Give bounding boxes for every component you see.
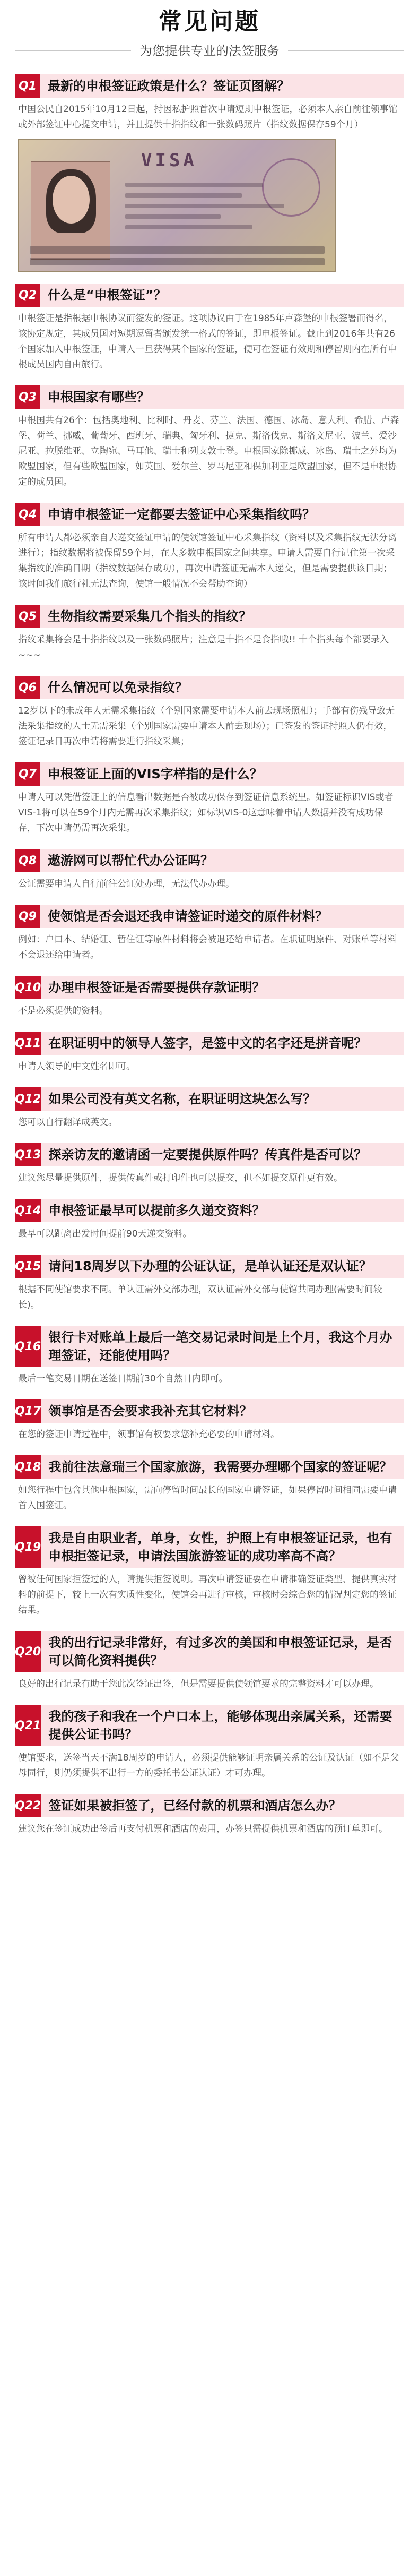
question-text: 我是自由职业者，单身，女性，护照上有申根签证记录，也有申根拒签记录，申请法国旅游签证的成功率高不高？ bbox=[41, 1526, 404, 1568]
question-text: 申根签证上面的VIS字样指的是什么？ bbox=[40, 762, 404, 786]
faq-list bbox=[15, 74, 404, 1838]
answer-text: 如您行程中包含其他申根国家，需向停留时间最长的国家申请签证，如果停留时间相同需要申请首入国签证。 bbox=[18, 1485, 397, 1511]
page-subtitle: 为您提供专业的法签服务 bbox=[131, 39, 288, 63]
faq-item bbox=[15, 605, 404, 664]
question-number-badge bbox=[15, 74, 40, 98]
question-bar bbox=[15, 1143, 404, 1166]
question-bar bbox=[15, 1794, 404, 1817]
question-number: Q11 bbox=[15, 1036, 41, 1050]
answer-text: 申请人领导的中文姓名即可。 bbox=[18, 1061, 135, 1072]
question-text: 什么是“申根签证”？ bbox=[40, 284, 404, 307]
mrz-line bbox=[30, 246, 325, 254]
faq-item bbox=[15, 1143, 404, 1187]
question-number: Q17 bbox=[15, 1404, 41, 1418]
question-bar bbox=[15, 284, 404, 307]
question-number-badge bbox=[15, 976, 41, 999]
faq-item bbox=[15, 1326, 404, 1388]
faq-item bbox=[15, 676, 404, 751]
question-number: Q18 bbox=[15, 1460, 41, 1474]
applicant-photo bbox=[31, 161, 110, 260]
question-number-badge bbox=[15, 503, 40, 526]
question-text: 签证如果被拒签了，已经付款的机票和酒店怎么办？ bbox=[41, 1794, 404, 1817]
question-number-badge bbox=[15, 1326, 41, 1367]
visa-label: VISA bbox=[141, 150, 197, 171]
answer-text: 建议您尽量提供原件，提供传真件或打印件也可以提交，但不如提交原件更有效。 bbox=[18, 1173, 343, 1183]
subtitle-row bbox=[15, 39, 404, 63]
question-bar bbox=[15, 1526, 404, 1568]
question-text: 我的孩子和我在一个户口本上，能够体现出亲属关系，还需要提供公证书吗？ bbox=[41, 1705, 404, 1746]
question-number-badge bbox=[15, 1199, 41, 1222]
question-bar bbox=[15, 1399, 404, 1423]
faq-item bbox=[15, 762, 404, 837]
question-bar bbox=[15, 1032, 404, 1055]
answer-text: 申请人可以凭借签证上的信息看出数据是否被成功保存到签证信息系统里。如签证标识VIS或者VIS-1将可以在59个月内无需再次采集指纹；如标识VIS-0这意味着申请人数据并没有成功保存，下次申请仍需再次采集。 bbox=[18, 792, 394, 834]
question-bar bbox=[15, 1705, 404, 1746]
question-number: Q1 bbox=[18, 79, 37, 93]
faq-item bbox=[15, 905, 404, 964]
answer-text: 最后一笔交易日期在送签日期前30个自然日内即可。 bbox=[18, 1373, 228, 1384]
faq-item bbox=[15, 1199, 404, 1243]
question-bar bbox=[15, 1631, 404, 1672]
question-text: 最新的申根签证政策是什么？签证页图解？ bbox=[40, 74, 404, 98]
question-number: Q7 bbox=[18, 767, 37, 781]
answer-text: 曾被任何国家拒签过的人，请提供拒签说明。再次申请签证要在申请准确签证类型、提供真实材料的前提下，较上一次有实质性变化，使馆会再进行审核，审核时会综合您的情况判定您的签证结果。 bbox=[18, 1574, 397, 1616]
faq-item bbox=[15, 1087, 404, 1131]
question-number-badge bbox=[15, 284, 40, 307]
answer-text: 公证需要申请人自行前往公证处办理，无法代办办理。 bbox=[18, 879, 234, 889]
faq-item bbox=[15, 284, 404, 374]
question-number: Q14 bbox=[15, 1204, 41, 1217]
question-number: Q21 bbox=[15, 1719, 41, 1732]
question-number: Q12 bbox=[15, 1092, 41, 1106]
question-bar bbox=[15, 503, 404, 526]
question-number: Q10 bbox=[15, 981, 41, 994]
question-bar bbox=[15, 1455, 404, 1479]
question-text: 我前往法意瑞三个国家旅游，我需要办理哪个国家的签证呢？ bbox=[41, 1455, 404, 1479]
page-title: 常见问题 bbox=[159, 8, 260, 35]
question-text: 什么情况可以免录指纹？ bbox=[40, 676, 404, 699]
question-number: Q19 bbox=[15, 1540, 41, 1554]
answer-text: 最早可以距离出发时间提前90天递交资料。 bbox=[18, 1229, 192, 1239]
question-number: Q15 bbox=[15, 1259, 41, 1273]
question-number: Q8 bbox=[18, 854, 37, 868]
faq-item bbox=[15, 503, 404, 593]
question-text: 领事馆是否会要求我补充其它材料？ bbox=[41, 1399, 404, 1423]
question-number-badge bbox=[15, 1705, 41, 1746]
answer-text: 12岁以下的未成年人无需采集指纹（个别国家需要申请本人前去现场照相）；手部有伤残导致无法采集指纹的人士无需采集（个别国家需要申请本人前去现场）；已签发的签证持照人仍有效，签证记录日再次申请将需要进行指纹采集； bbox=[18, 706, 395, 747]
question-number: Q6 bbox=[18, 681, 37, 694]
question-number: Q22 bbox=[15, 1799, 41, 1813]
answer-text: 您可以自行翻译成英文。 bbox=[18, 1117, 117, 1128]
faq-item bbox=[15, 1455, 404, 1515]
question-number-badge bbox=[15, 1143, 41, 1166]
answer-text: 指纹采集将会是十指指纹以及一张数码照片；注意是十指不是食指哦!! 十个指头每个都要录入~~~ bbox=[18, 634, 389, 660]
question-number-badge bbox=[15, 1399, 41, 1423]
visa-sample-image bbox=[18, 139, 336, 272]
question-number-badge bbox=[15, 1794, 41, 1817]
question-bar bbox=[15, 1255, 404, 1278]
question-number-badge bbox=[15, 1087, 41, 1111]
question-text: 探亲访友的邀请函一定要提供原件吗？传真件是否可以？ bbox=[41, 1143, 404, 1166]
answer-text: 在您的签证申请过程中，领事馆有权要求您补充必要的申请材料。 bbox=[18, 1429, 280, 1440]
faq-item bbox=[15, 1631, 404, 1693]
question-number: Q9 bbox=[18, 909, 37, 923]
question-bar bbox=[15, 905, 404, 928]
answer-text: 建议您在签证成功出签后再支付机票和酒店的费用，办签只需提供机票和酒店的预订单即可。 bbox=[18, 1824, 388, 1834]
question-number-badge bbox=[15, 676, 40, 699]
mrz-line bbox=[30, 258, 325, 265]
answer-text: 例如：户口本、结婚证、暂住证等原件材料将会被退还给申请者。在职证明原件、对账单等材料不会退还给申请者。 bbox=[18, 934, 397, 960]
faq-item bbox=[15, 1255, 404, 1314]
answer-text: 不是必须提供的资料。 bbox=[18, 1006, 108, 1016]
question-number: Q2 bbox=[18, 288, 37, 302]
question-text: 申根国家有哪些？ bbox=[40, 385, 404, 409]
question-bar bbox=[15, 676, 404, 699]
question-number: Q3 bbox=[18, 390, 37, 404]
faq-item bbox=[15, 74, 404, 272]
question-text: 银行卡对账单上最后一笔交易记录时间是上个月，我这个月办理签证，还能使用吗？ bbox=[41, 1326, 404, 1367]
question-text: 我的出行记录非常好，有过多次的美国和申根签证记录，是否可以简化资料提供？ bbox=[41, 1631, 404, 1672]
faq-item bbox=[15, 1032, 404, 1076]
question-bar bbox=[15, 74, 404, 98]
answer-text: 申根签证是指根据申根协议而签发的签证。这项协议由于在1985年卢森堡的申根签署而得名，该协定规定，其成员国对短期逗留者颁发统一格式的签证，即申根签证。截止到2016年共有26个国家加入申根签证，申请人一旦获得某个国家的签证，便可在签证有效期和停留期内在所有申根成员国内自由旅行。 bbox=[18, 313, 397, 370]
question-text: 使领馆是否会退还我申请签证时递交的原件材料？ bbox=[40, 905, 404, 928]
question-text: 申请申根签证一定都要去签证中心采集指纹吗？ bbox=[40, 503, 404, 526]
header bbox=[15, 0, 404, 63]
question-bar bbox=[15, 1199, 404, 1222]
question-number-badge bbox=[15, 1526, 41, 1568]
answer-text: 中国公民自2015年10月12日起，持因私护照首次申请短期申根签证，必须本人亲自前往领事馆或外部签证中心提交申请，并且提供十指指纹和一张数码照片（指纹数据保存59个月） bbox=[18, 104, 398, 130]
answer-text: 所有申请人都必须亲自去递交签证申请的使领馆签证中心采集指纹（资料以及采集指纹无法分离进行）；指纹数据将被保留59个月，在大多数申根国家之间共享。申请人需要自行记住第一次采集指纹的准确日期（指纹数据保存成功），再次申请签证无需本人递交，但是需要提供该日期；该时间我们旅行社无法查询，使馆一般情况不会帮助查询） bbox=[18, 533, 397, 589]
question-number: Q20 bbox=[15, 1645, 41, 1659]
faq-item bbox=[15, 849, 404, 893]
answer-text: 根据不同使馆要求不同。单认证需外交部办理，双认证需外交部与使馆共同办理(需要时间较长)。 bbox=[18, 1284, 382, 1310]
question-number-badge bbox=[15, 1455, 41, 1479]
answer-text: 使馆要求，送签当天不满18周岁的申请人，必须提供能够证明亲属关系的公证及认证（如不是父母同行，则仍须提供不出行一方的委托书公证认证）才可办理。 bbox=[18, 1753, 399, 1779]
question-bar bbox=[15, 849, 404, 872]
faq-item bbox=[15, 1705, 404, 1782]
question-bar bbox=[15, 976, 404, 999]
question-number-badge bbox=[15, 905, 40, 928]
faq-item bbox=[15, 1526, 404, 1619]
question-text: 遨游网可以帮忙代办公证吗？ bbox=[40, 849, 404, 872]
question-number-badge bbox=[15, 1631, 41, 1672]
question-number: Q16 bbox=[15, 1339, 41, 1353]
question-bar bbox=[15, 762, 404, 786]
answer-text: 申根国共有26个：包括奥地利、比利时、丹麦、芬兰、法国、德国、冰岛、意大利、希腊、卢森堡、荷兰、挪威、葡萄牙、西班牙、瑞典、匈牙利、捷克、斯洛伐克、斯洛文尼亚、波兰、爱沙尼亚、拉脱维亚、立陶宛、马耳他、瑞士和列支敦士登。申根国家除挪威、冰岛、瑞士之外均为欧盟国家，但有些欧盟国家，如英国、爱尔兰、罗马尼亚和保加利亚是欧盟国家，但不是申根协定的成员国。 bbox=[18, 415, 399, 487]
question-number: Q4 bbox=[18, 508, 37, 521]
question-bar bbox=[15, 385, 404, 409]
faq-item bbox=[15, 976, 404, 1020]
question-text: 在职证明中的领导人签字，是签中文的名字还是拼音呢？ bbox=[41, 1032, 404, 1055]
question-text: 申根签证最早可以提前多久递交资料？ bbox=[41, 1199, 404, 1222]
question-number-badge bbox=[15, 1032, 41, 1055]
question-number: Q13 bbox=[15, 1148, 41, 1162]
question-text: 生物指纹需要采集几个指头的指纹？ bbox=[40, 605, 404, 628]
faq-item bbox=[15, 1794, 404, 1838]
question-number-badge bbox=[15, 385, 40, 409]
question-bar bbox=[15, 1326, 404, 1367]
question-bar bbox=[15, 605, 404, 628]
question-number-badge bbox=[15, 849, 40, 872]
question-bar bbox=[15, 1087, 404, 1111]
question-number: Q5 bbox=[18, 609, 37, 623]
question-text: 请问18周岁以下办理的公证认证，是单认证还是双认证？ bbox=[41, 1255, 404, 1278]
faq-item bbox=[15, 1399, 404, 1444]
question-number-badge bbox=[15, 762, 40, 786]
question-text: 办理申根签证是否需要提供存款证明？ bbox=[41, 976, 404, 999]
faq-item bbox=[15, 385, 404, 491]
question-text: 如果公司没有英文名称，在职证明这块怎么写？ bbox=[41, 1087, 404, 1111]
answer-text: 良好的出行记录有助于您此次签证出签，但是需要提供使领馆要求的完整资料才可以办理。 bbox=[18, 1679, 379, 1689]
question-number-badge bbox=[15, 1255, 41, 1278]
question-number-badge bbox=[15, 605, 40, 628]
